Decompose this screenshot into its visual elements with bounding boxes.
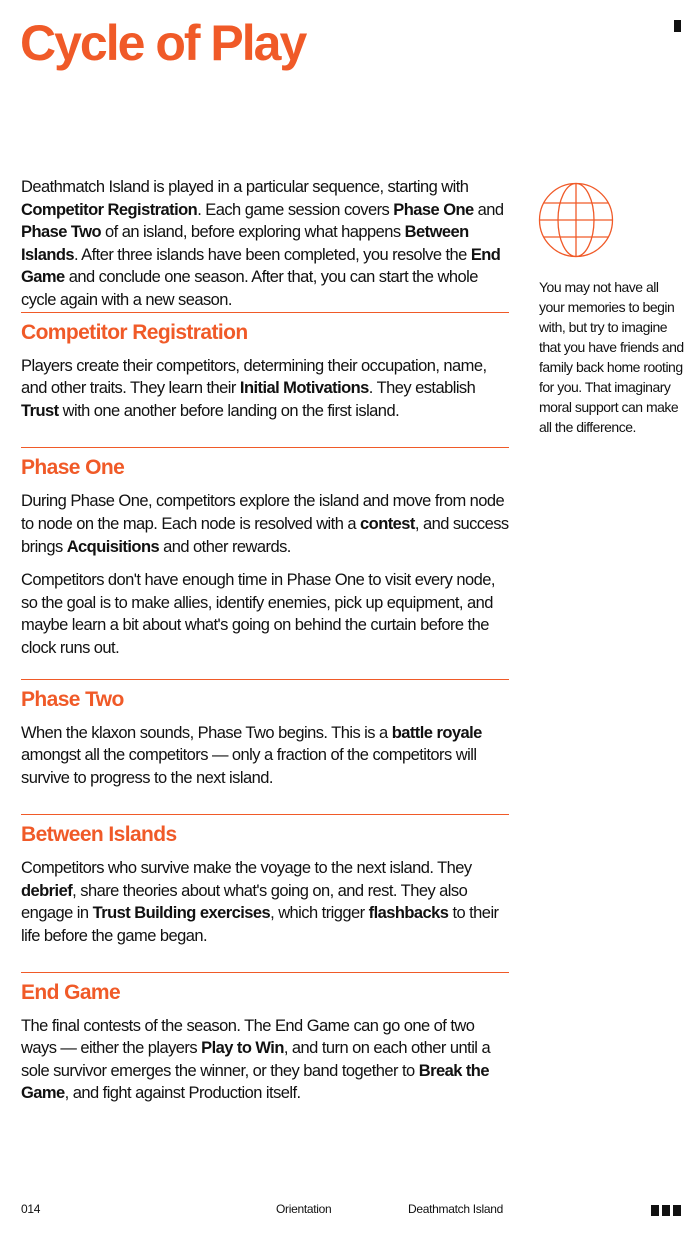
page-title: Cycle of Play [20,15,306,71]
footer-book-title: Deathmatch Island [408,1202,503,1216]
section-body: Players create their competitors, determining their occupation, name, and other traits. They learn their Initial Motivations. They establish Trust with one another before landing on the first island. [21,356,487,420]
section-body: Competitors who survive make the voyage to the next island. They debrief, share theories about what's going on, and rest. They also engage in Trust Building exercises, which trigger flashbacks to their life before the game began. [21,859,499,946]
section-end-game [21,972,509,1105]
corner-marker [674,20,681,32]
page-number: 014 [21,1202,41,1216]
section-body: During Phase One, competitors explore the island and move from node to node on the map. Each node is resolved with a contest, and success brings Acquisitions and other rewards. [21,492,509,556]
sidebar-note: You may not have all your memories to begin with, but try to imagine that you have friends and family back home rooting for you. That imaginary moral support can make all the difference. [539,279,684,435]
footer-blocks-icon [651,1205,681,1216]
section-heading: Phase Two [21,687,124,711]
section-phase-two [21,679,509,790]
section-heading: Phase One [21,456,125,480]
page-footer [0,1202,697,1222]
section-body: The final contests of the season. The End Game can go one of two ways — either the players Play to Win, and turn on each other until a sole survivor emerges the winner, or they band together to Break the Game, and fight against Production itself. [21,1016,491,1103]
footer-section: Orientation [276,1202,332,1216]
section-heading: Competitor Registration [21,320,248,344]
section-competitor-registration [21,312,509,423]
section-heading: Between Islands [21,823,177,847]
section-heading: End Game [21,980,121,1004]
intro-paragraph: Deathmatch Island is played in a particular sequence, starting with Competitor Registration. Each game session covers Phase One and Phase Two of an island, before exploring what happens Between Islands. After three islands have been completed, you resolve the End Game and conclude one season. After that, you can start the whole cycle again with a new season. [21,178,504,309]
section-body: Competitors don't have enough time in Phase One to visit every node, so the goal is to make allies, identify enemies, pick up equipment, and maybe learn a bit about what's going on behind the curtain before the clock runs out. [21,571,495,657]
section-phase-one [21,447,509,659]
section-body: When the klaxon sounds, Phase Two begins. This is a battle royale amongst all the competitors — only a fraction of the competitors will survive to progress to the next island. [21,723,482,787]
globe-icon [538,182,614,258]
section-between-islands [21,814,509,947]
main-column [21,176,509,1105]
